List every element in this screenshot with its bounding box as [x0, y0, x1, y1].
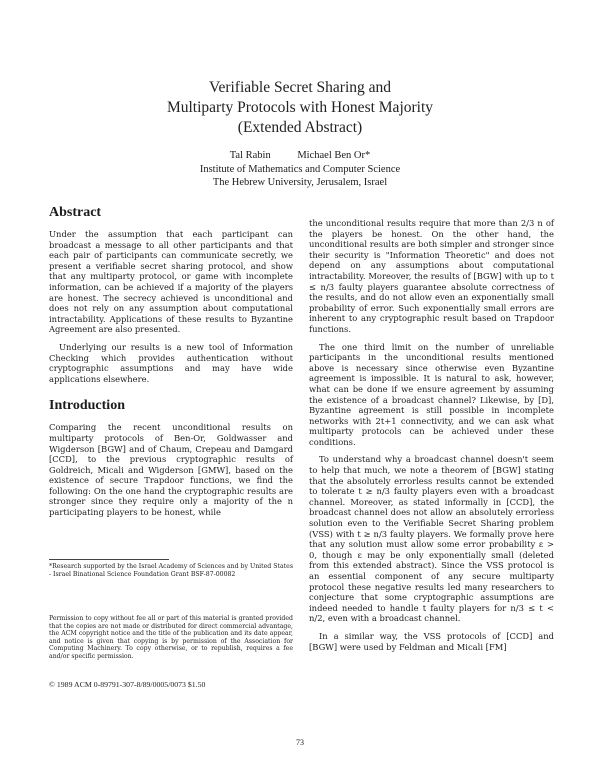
right-column	[309, 218, 554, 659]
page-number: 73	[296, 738, 304, 747]
introduction-heading: Introduction	[49, 398, 125, 414]
author-1: Tal Rabin	[229, 150, 271, 161]
abstract-heading: Abstract	[49, 205, 102, 220]
footnote	[49, 559, 293, 578]
author-names	[0, 149, 600, 163]
right-paragraph-1: the unconditional results require that more than 2/3 n of the players be honest. On the other hand, the unconditional results are both simpler and stronger since their security is "Information Theoretic" and does not depend on any assumptions about computational intractability. Moreover, the results of [BGW] with up to t ≤ n/3 faulty players guarantee absolute correctness of the results, and do not allow even an exponentially small probability of error. Such exponentially small errors are inherent to any cryptographic result based on Trapdoor functions.	[309, 218, 554, 334]
permission-text: Permission to copy without fee all or part of this material is granted provided that the copies are not made or distributed for direct commercial advantage, the ACM copyright notice and the title of the publication and its date appear, and notice is given that copying is by permission of the Association for Computing Machinery. To copy otherwise, or to republish, requires a fee and/or specific permission.	[49, 615, 293, 660]
abstract-paragraph-2: Underlying our results is a new tool of Information Checking which provides authentication without cryptographic assumptions and may have wide applications elsewhere.	[49, 341, 293, 384]
title-line-3: (Extended Abstract)	[237, 119, 363, 136]
paper-title	[0, 78, 600, 138]
right-paragraph-4: In a similar way, the VSS protocols of [CCD] and [BGW] were used by Feldman and Micali [FM]	[309, 630, 554, 652]
author-block	[0, 149, 600, 190]
abstract-paragraph-1: Under the assumption that each participant can broadcast a message to all other participants and that each pair of participants can communicate secretly, we present a verifiable secret sharing protocol, and show that any multiparty protocol, or game with incomplete information, can be achieved if a majority of the players are honest. The secrecy achieved is unconditional and does not rely on any assumption about computational intractability. Applications of these results to Byzantine Agreement are also presented.	[49, 229, 293, 335]
right-paragraph-3: To understand why a broadcast channel doesn't seem to help that much, we note a theorem of [BGW] stating that the absolutely errorless results cannot be extended to tolerate t ≥ n/3 faulty players even with a broadcast channel. Moreover, as stated informally in [CCD], the broadcast channel does not allow an absolutely errorless solution even to the Verifiable Secret Sharing problem (VSS) with t ≥ n/3 faulty players. We formally prove here that any solution must allow some error probability ε > 0, though ε may be only exponentially small (deleted from this extended abstract). Since the VSS protocol is an essential component of any secure multiparty protocol these negative results led many researchers to conjecture that some cryptographic assumptions are indeed needed to handle t faulty players for n/3 ≤ t < n/2, even with a broadcast channel.	[309, 454, 554, 624]
affiliation-line-2: The Hebrew University, Jerusalem, Israel	[212, 177, 388, 188]
title-line-2: Multiparty Protocols with Honest Majority	[166, 99, 434, 116]
right-paragraph-2: The one third limit on the number of unreliable participants in the unconditional results mentioned above is necessary since otherwise even Byzantine agreement is impossible. It is natural to ask, however, what can be done if we ensure agreement by assuming the existence of a broadcast channel? Likewise, by [D], Byzantine agreement is still possible in incomplete networks with 2t+1 connectivity, and we can ask what multiparty protocols can be achieved under these conditions.	[309, 341, 554, 447]
title-line-1: Verifiable Secret Sharing and	[208, 79, 392, 96]
author-2: Michael Ben Or*	[297, 150, 371, 161]
copyright-line: © 1989 ACM 0-89791-307-8/89/0005/0073 $1.50	[49, 680, 206, 689]
footnote-text: *Research supported by the Israel Academy of Sciences and by United States - Israel Binational Science Foundation Grant BSF-87-00082	[49, 563, 293, 578]
affiliation-line-1: Institute of Mathematics and Computer Science	[199, 163, 401, 175]
introduction-paragraph-1: Comparing the recent unconditional results on multiparty protocols of Ben-Or, Goldwasser and Wigderson [BGW] and of Chaum, Crepeau and Damgard [CCD], to the previous cryptographic results of Goldreich, Micali and Wigderson [GMW], based on the existence of secure Trapdoor functions, we find the following: On the one hand the cryptographic results are stronger since they require only a majority of the n participating players to be honest, while	[49, 422, 293, 518]
permission-notice	[49, 615, 293, 661]
left-column	[49, 205, 293, 525]
